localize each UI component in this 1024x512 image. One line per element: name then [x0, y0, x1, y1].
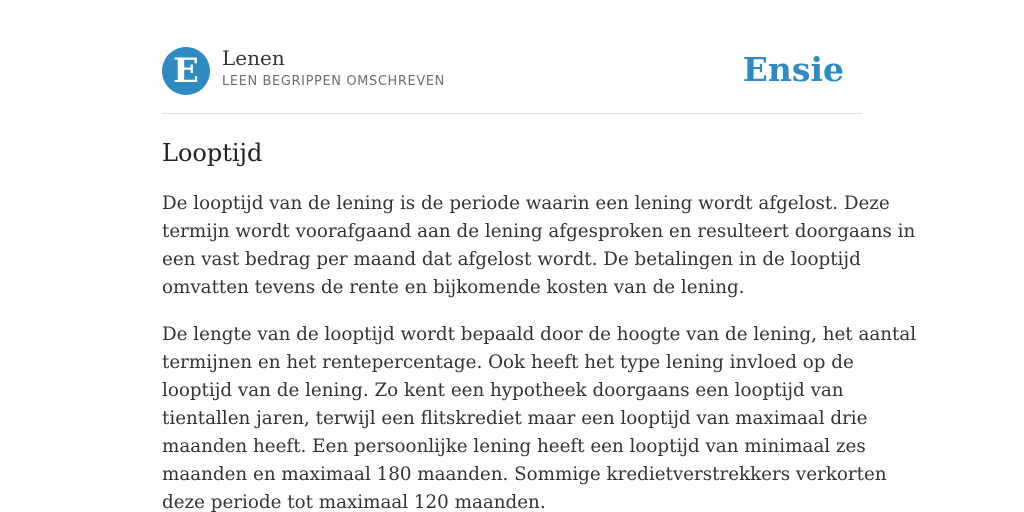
paragraph-line: maanden heeft. Een persoonlijke lening heeft een looptijd van minimaal zes	[162, 436, 866, 457]
paragraph-line: maanden en maximaal 180 maanden. Sommige kredietverstrekkers verkorten	[162, 464, 887, 485]
paragraph-line: een vast bedrag per maand dat afgelost wordt. De betalingen in de looptijd	[162, 249, 861, 270]
header	[162, 46, 862, 96]
category-logo-badge[interactable]: E	[162, 47, 210, 95]
category-title[interactable]: Lenen	[222, 46, 285, 70]
paragraph-line: De looptijd van de lening is de periode waarin een lening wordt afgelost. Deze	[162, 193, 890, 214]
article-paragraph-2	[162, 321, 917, 512]
paragraph-line: tientallen jaren, terwijl een flitskrediet maar een looptijd van maximaal drie	[162, 408, 868, 429]
paragraph-line: De lengte van de looptijd wordt bepaald door de hoogte van de lening, het aantal	[162, 324, 917, 345]
category-subtitle: LEEN BEGRIPPEN OMSCHREVEN	[222, 74, 445, 89]
paragraph-line: deze periode tot maximaal 120 maanden.	[162, 492, 546, 512]
ensie-brand-logo[interactable]: Ensie	[742, 50, 844, 89]
header-divider	[162, 113, 862, 114]
paragraph-line: looptijd van de lening. Zo kent een hypotheek doorgaans een looptijd van	[162, 380, 844, 401]
article-paragraph-1	[162, 190, 916, 302]
article-title: Looptijd	[162, 139, 263, 167]
paragraph-line: termijnen en het rentepercentage. Ook heeft het type lening invloed op de	[162, 352, 854, 373]
paragraph-line: omvatten tevens de rente en bijkomende kosten van de lening.	[162, 277, 745, 298]
paragraph-line: termijn wordt voorafgaand aan de lening afgesproken en resulteert doorgaans in	[162, 221, 916, 242]
